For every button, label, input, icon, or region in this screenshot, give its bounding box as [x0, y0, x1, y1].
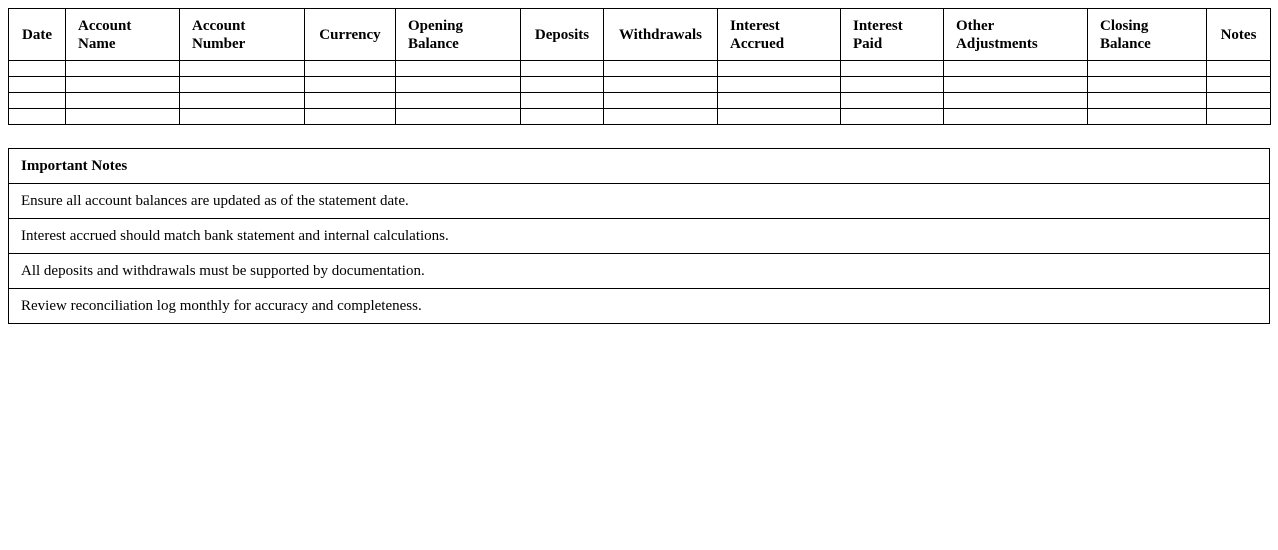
table-row	[9, 109, 1271, 125]
header-line: Interest	[853, 17, 903, 34]
table-cell[interactable]	[9, 77, 66, 93]
header-line: Accrued	[730, 35, 785, 52]
header-line: Notes	[1220, 26, 1257, 43]
table-cell[interactable]	[841, 93, 944, 109]
table-cell[interactable]	[718, 61, 841, 77]
table-cell[interactable]	[1207, 61, 1271, 77]
column-header-interest-paid	[841, 9, 944, 61]
table-cell[interactable]	[718, 93, 841, 109]
table-row	[9, 93, 1271, 109]
note-item: Ensure all account balances are updated as of the statement date.	[9, 184, 1270, 219]
table-cell[interactable]	[305, 77, 396, 93]
header-line: Paid	[853, 35, 883, 52]
table-cell[interactable]	[1207, 77, 1271, 93]
column-header-other-adjustments	[944, 9, 1088, 61]
column-header-currency	[305, 9, 396, 61]
reconciliation-log-table	[8, 8, 1271, 125]
table-cell[interactable]	[944, 109, 1088, 125]
table-cell[interactable]	[66, 77, 180, 93]
table-cell[interactable]	[396, 61, 521, 77]
notes-heading-row	[9, 149, 1270, 184]
header-line: Deposits	[534, 26, 590, 43]
column-header-opening-balance	[396, 9, 521, 61]
table-cell[interactable]	[718, 109, 841, 125]
header-line: Account	[78, 17, 132, 34]
table-cell[interactable]	[396, 77, 521, 93]
table-cell[interactable]	[396, 109, 521, 125]
header-line: Adjustments	[956, 35, 1038, 52]
table-cell[interactable]	[944, 77, 1088, 93]
note-item: Review reconciliation log monthly for accuracy and completeness.	[9, 289, 1270, 324]
table-cell[interactable]	[604, 109, 718, 125]
column-header-interest-accrued	[718, 9, 841, 61]
table-cell[interactable]	[604, 61, 718, 77]
table-cell[interactable]	[180, 109, 305, 125]
table-cell[interactable]	[1207, 93, 1271, 109]
note-item: Interest accrued should match bank statement and internal calculations.	[9, 219, 1270, 254]
table-cell[interactable]	[396, 93, 521, 109]
note-row	[9, 219, 1270, 254]
header-line: Name	[78, 35, 116, 52]
header-line: Other	[956, 17, 995, 34]
header-line: Balance	[1100, 35, 1151, 52]
table-cell[interactable]	[604, 77, 718, 93]
column-header-account-number	[180, 9, 305, 61]
table-cell[interactable]	[9, 61, 66, 77]
table-row	[9, 77, 1271, 93]
table-cell[interactable]	[1088, 93, 1207, 109]
table-cell[interactable]	[180, 93, 305, 109]
column-header-notes	[1207, 9, 1271, 61]
header-line: Number	[192, 35, 246, 52]
table-cell[interactable]	[305, 61, 396, 77]
header-line: Balance	[408, 35, 459, 52]
table-cell[interactable]	[66, 61, 180, 77]
table-cell[interactable]	[604, 93, 718, 109]
table-cell[interactable]	[944, 61, 1088, 77]
header-line: Interest	[730, 17, 780, 34]
table-cell[interactable]	[841, 77, 944, 93]
table-cell[interactable]	[305, 93, 396, 109]
table-cell[interactable]	[180, 61, 305, 77]
table-cell[interactable]	[1207, 109, 1271, 125]
note-row	[9, 254, 1270, 289]
header-line: Date	[22, 26, 52, 43]
table-cell[interactable]	[66, 109, 180, 125]
note-row	[9, 184, 1270, 219]
header-line: Currency	[319, 26, 381, 43]
column-header-withdrawals	[604, 9, 718, 61]
table-cell[interactable]	[841, 61, 944, 77]
column-header-closing-balance	[1088, 9, 1207, 61]
table-cell[interactable]	[718, 77, 841, 93]
table-body	[9, 61, 1271, 125]
table-cell[interactable]	[521, 93, 604, 109]
note-row	[9, 289, 1270, 324]
table-cell[interactable]	[305, 109, 396, 125]
header-line: Account	[192, 17, 246, 34]
header-line: Opening	[408, 17, 464, 34]
note-item: All deposits and withdrawals must be supported by documentation.	[9, 254, 1270, 289]
column-header-account-name	[66, 9, 180, 61]
header-line: Closing	[1100, 17, 1149, 34]
table-header-row	[9, 9, 1271, 61]
table-cell[interactable]	[9, 93, 66, 109]
header-line: Withdrawals	[618, 26, 703, 43]
table-cell[interactable]	[521, 61, 604, 77]
table-cell[interactable]	[1088, 61, 1207, 77]
table-cell[interactable]	[841, 109, 944, 125]
table-cell[interactable]	[521, 109, 604, 125]
table-cell[interactable]	[1088, 77, 1207, 93]
table-cell[interactable]	[180, 77, 305, 93]
column-header-date	[9, 9, 66, 61]
table-cell[interactable]	[944, 93, 1088, 109]
notes-heading: Important Notes	[9, 149, 1270, 184]
column-header-deposits	[521, 9, 604, 61]
table-cell[interactable]	[66, 93, 180, 109]
table-row	[9, 61, 1271, 77]
table-cell[interactable]	[9, 109, 66, 125]
table-cell[interactable]	[521, 77, 604, 93]
important-notes-table	[8, 148, 1270, 324]
table-cell[interactable]	[1088, 109, 1207, 125]
